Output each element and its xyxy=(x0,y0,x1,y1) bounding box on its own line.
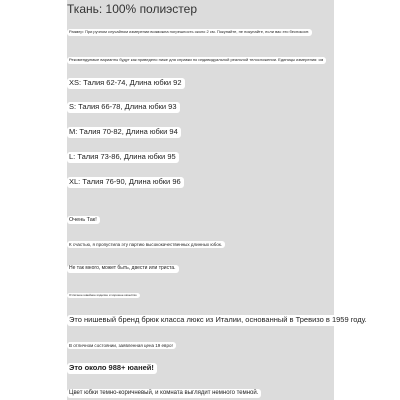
size-xl: XL: Талия 76-90, Длина юбки 96 xyxy=(67,177,184,188)
size-xs: XS: Талия 62-74, Длина юбки 92 xyxy=(67,78,185,89)
tiny-text: Отличное швейное изделие и хорошее качество xyxy=(67,293,140,298)
size-l: L: Талия 73-86, Длина юбки 95 xyxy=(67,152,179,163)
luck-text: К счастью, я пропустила эту партию высококачественных длинных юбок. xyxy=(67,241,225,248)
size-m: M: Талия 70-82, Длина юбки 94 xyxy=(67,127,181,138)
size-error-note: Размер: При ручном случайном измерении возможна погрешность около 2 см. Покупайте, не покупайте, если вас это беспокоит. xyxy=(67,29,312,36)
greeting-text: Очень Так! xyxy=(67,216,100,224)
size-s: S: Талия 66-78, Длина юбки 93 xyxy=(67,102,180,113)
fabric-text: Ткань: 100% полиэстер xyxy=(67,2,198,16)
brand-text: Это нишевый бренд брюк класса люкс из Италии, основанный в Тревизо в 1959 году. xyxy=(67,315,370,326)
price-text: Не так много, может быть, двести или триста. xyxy=(67,265,179,273)
condition-text: В отличном состоянии, заявленная цена 19 евро! xyxy=(67,342,176,349)
yuan-text: Это около 988+ юаней! xyxy=(67,363,157,374)
color-text: Цвет юбки темно-коричневый, и комната выглядит немного темной. xyxy=(67,389,261,398)
size-mapping-note: Рекомендуемые варианты будут как приведено ниже для справки по индивидуальной реальной телосложении. Единицы измерения: см xyxy=(67,57,326,64)
text-panel xyxy=(67,0,367,400)
